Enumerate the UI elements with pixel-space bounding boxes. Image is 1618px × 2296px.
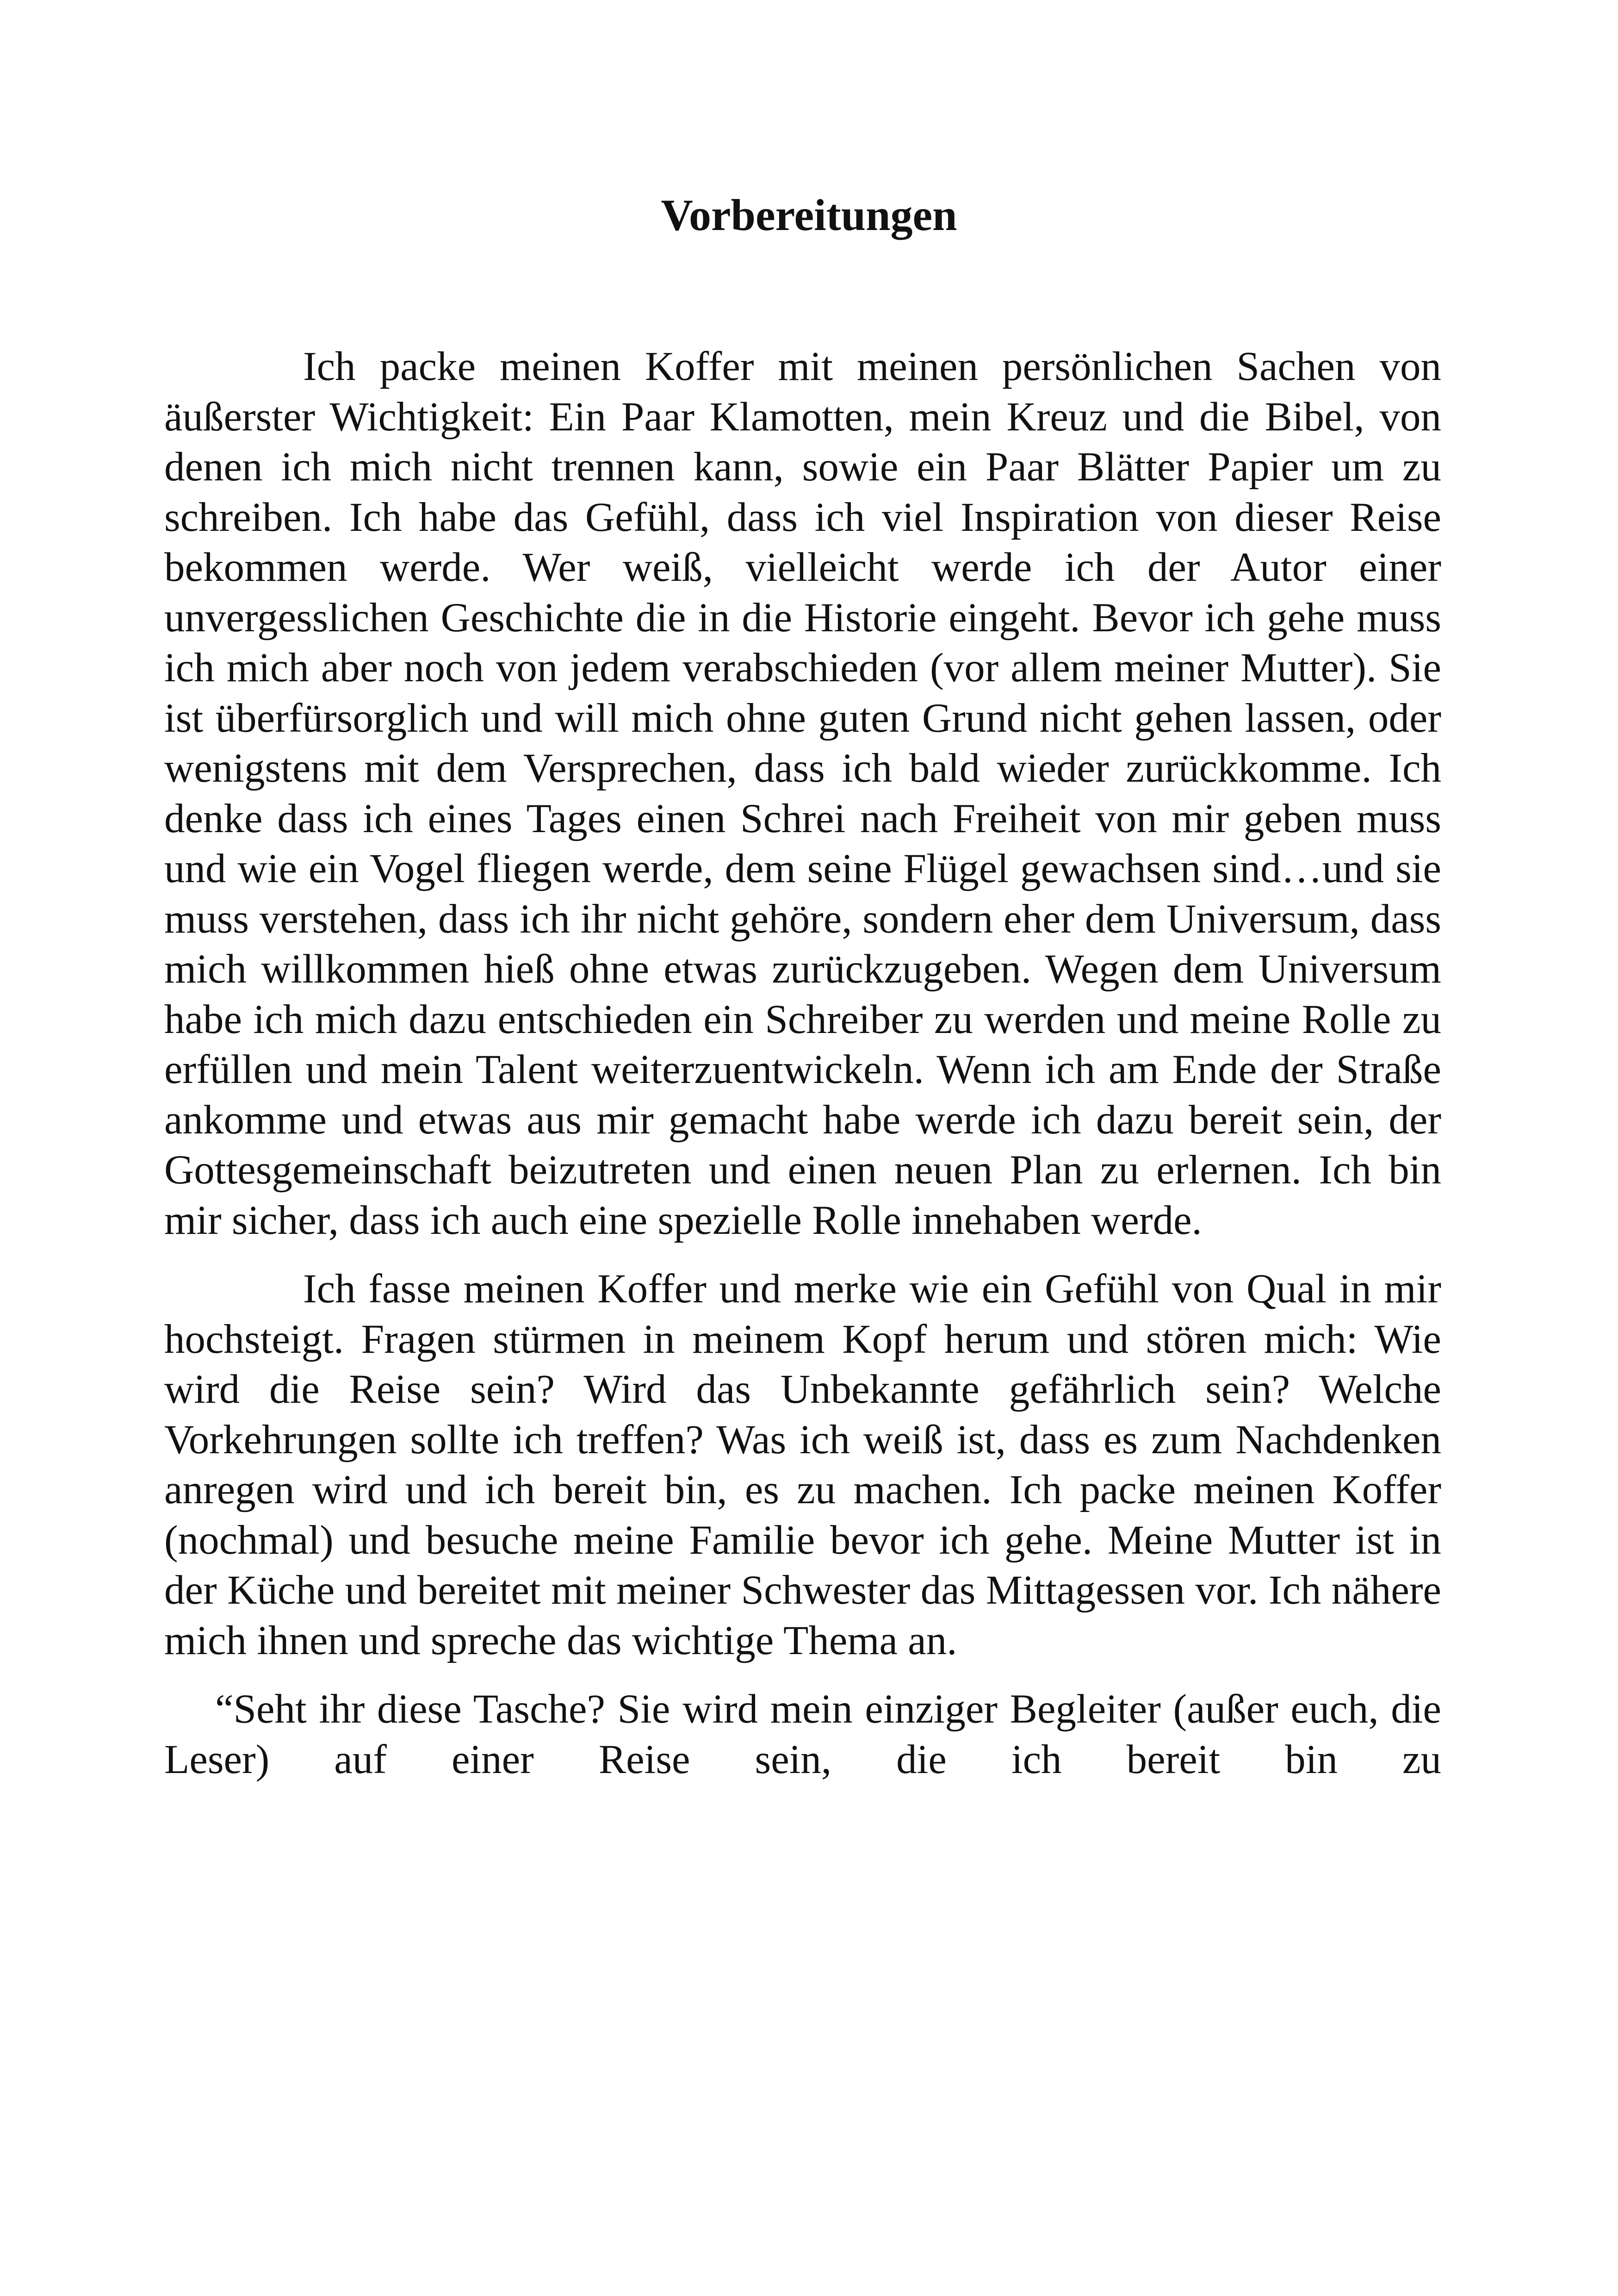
chapter-body xyxy=(164,342,1441,1785)
paragraph-2: Ich fasse meinen Koffer und merke wie ein Gefühl von Qual in mir hochsteigt. Fragen stürmen in meinem Kopf herum und stören mich: Wie wird die Reise sein? Wird das Unbekannte gefährlich sein? Welche Vorkehrungen sollte ich treffen? Was ich weiß ist, dass es zum Nachdenken anregen wird und ich bereit bin, es zu machen. Ich packe meinen Koffer (nochmal) und besuche meine Familie bevor ich gehe. Meine Mutter ist in der Küche und bereitet mit meiner Schwester das Mittagessen vor. Ich nähere mich ihnen und spreche das wichtige Thema an. xyxy=(164,1266,1441,1663)
paragraph-3-dialog: “Seht ihr diese Tasche? Sie wird mein einziger Begleiter (außer euch, die Leser) auf einer Reise sein, die ich bereit bin zu xyxy=(164,1686,1441,1782)
paragraph-1: Ich packe meinen Koffer mit meinen persönlichen Sachen von äußerster Wichtigkeit: Ein Paar Klamotten, mein Kreuz und die Bibel, von denen ich mich nicht trennen kann, sowie ein Paar Blätter Papier um zu schreiben. Ich habe das Gefühl, dass ich viel Inspiration von dieser Reise bekommen werde. Wer weiß, vielleicht werde ich der Autor einer unvergesslichen Geschichte die in die Historie eingeht. Bevor ich gehe muss ich mich aber noch von jedem verabschieden (vor allem meiner Mutter). Sie ist überfürsorglich und will mich ohne guten Grund nicht gehen lassen, oder wenigstens mit dem Versprechen, dass ich bald wieder zurückkomme. Ich denke dass ich eines Tages einen Schrei nach Freiheit von mir geben muss und wie ein Vogel fliegen werde, dem seine Flügel gewachsen sind…und sie muss verstehen, dass ich ihr nicht gehöre, sondern eher dem Universum, dass mich willkommen hieß ohne etwas zurückzugeben. Wegen dem Universum habe ich mich dazu entschieden ein Schreiber zu werden und meine Rolle zu erfüllen und mein Talent weiterzuentwickeln. Wenn ich am Ende der Straße ankomme und etwas aus mir gemacht habe werde ich dazu bereit sein, der Gottesgemeinschaft beizutreten und einen neuen Plan zu erlernen. Ich bin mir sicher, dass ich auch eine spezielle Rolle innehaben werde. xyxy=(164,344,1441,1243)
chapter-title: Vorbereitungen xyxy=(661,190,957,240)
